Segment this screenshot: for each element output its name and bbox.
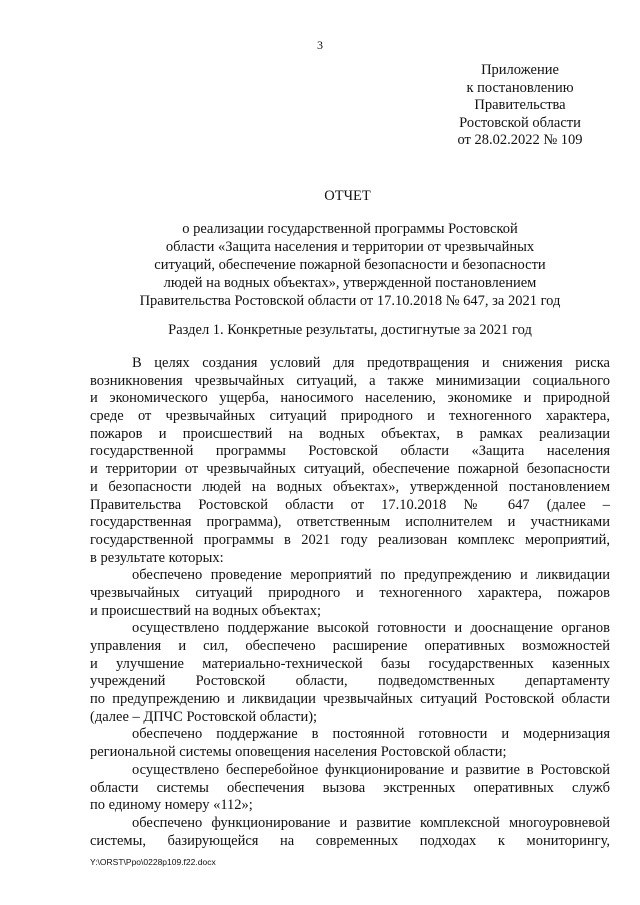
paragraph-line: В целях создания условий для предотвращения и снижения риска [132,355,610,371]
paragraph-line: области системы обеспечения вызова экстренных оперативных служб [90,779,610,796]
appendix-line: к постановлению [466,79,574,96]
paragraph-line: и экономического ущерба, наносимого населению, экономике и природной [90,390,610,407]
paragraph-line: по предупреждению и ликвидации чрезвычайных ситуаций Ростовской области [90,691,610,708]
subtitle-line: о реализации государственной программы Ростовской [182,221,518,237]
paragraph-line: и улучшение материально-технической базы государственных казенных [90,655,610,672]
paragraph-line: по единому номеру «112»; [90,797,253,814]
paragraph-line: пожаров и происшествий на водных объектах, в рамках реализации [90,425,610,442]
paragraph-line: осуществлено поддержание высокой готовности и дооснащение органов [132,620,610,637]
paragraph-line: среде от чрезвычайных ситуаций природного и техногенного характера, [90,408,610,425]
paragraph-line: управления и сил, обеспечено расширение оперативных возможностей [90,638,610,654]
paragraph-line: государственной программы в 2021 году реализован комплекс мероприятий, [90,531,610,548]
paragraph-line: обеспечено функционирование и развитие комплексной многоуровневой [132,814,610,831]
paragraph-line: государственной программы Ростовской области «Защита населения [90,443,610,460]
paragraph-line: региональной системы оповещения населения Ростовской области; [90,744,507,761]
paragraph-line: (далее – ДПЧС Ростовской области); [90,708,318,725]
section-heading: Раздел 1. Конкретные результаты, достигнутые за 2021 год [168,322,532,338]
subtitle-line: области «Защита населения и территории от чрезвычайных [165,239,535,255]
paragraph [90,726,610,761]
paragraph-line: учреждений Ростовской области, подведомственных департаменту [90,673,610,690]
paragraph-line: обеспечено поддержание в постоянной готовности и модернизация [132,726,610,743]
subtitle-line: Правительства Ростовской области от 17.10.2018 № 647, за 2021 год [139,293,561,309]
subtitle-line: ситуаций, обеспечение пожарной безопасности и безопасности [154,257,546,273]
paragraph-line: системы, базирующейся на современных подходах к мониторингу, [90,832,610,849]
report-subtitle [90,202,610,310]
paragraph-line: и безопасности людей на водных объектах», утвержденной постановлением [90,478,610,495]
paragraph-line: и происшествий на водных объектах; [90,602,322,619]
body-text [90,355,610,850]
appendix-line: от 28.02.2022 № 109 [457,132,583,148]
paragraph-line: обеспечено проведение мероприятий по предупреждению и ликвидации [132,567,610,584]
appendix-line: Приложение [481,62,559,78]
paragraph [90,620,610,726]
appendix-line: Правительства [474,97,566,113]
report-title: ОТЧЕТ [324,188,371,204]
appendix-block [430,62,610,150]
appendix-line: Ростовской области [459,114,581,131]
paragraph-line: возникновения чрезвычайных ситуаций, а также минимизации социального [90,372,610,389]
paragraph [90,815,610,850]
paragraph [90,567,610,620]
paragraph-line: Правительства Ростовской области от 17.10.2018 № 647 (далее – [90,496,610,513]
paragraph [90,355,610,567]
page-number: 3 [317,38,323,52]
subtitle-line: людей на водных объектах», утвержденной постановлением [163,275,537,291]
paragraph-line: государственная программа), ответственным исполнителем и участниками [90,514,610,531]
paragraph [90,762,610,815]
paragraph-line: и территории от чрезвычайных ситуаций, обеспечение пожарной безопасности [90,461,610,478]
paragraph-line: в результате которых: [90,549,224,566]
paragraph-line: чрезвычайных ситуаций природного и техногенного характера, пожаров [90,584,610,601]
paragraph-line: осуществлено бесперебойное функционирование и развитие в Ростовской [132,761,610,778]
footer-file-path: Y:\ORST\Ppo\0228p109.f22.docx [90,857,216,867]
